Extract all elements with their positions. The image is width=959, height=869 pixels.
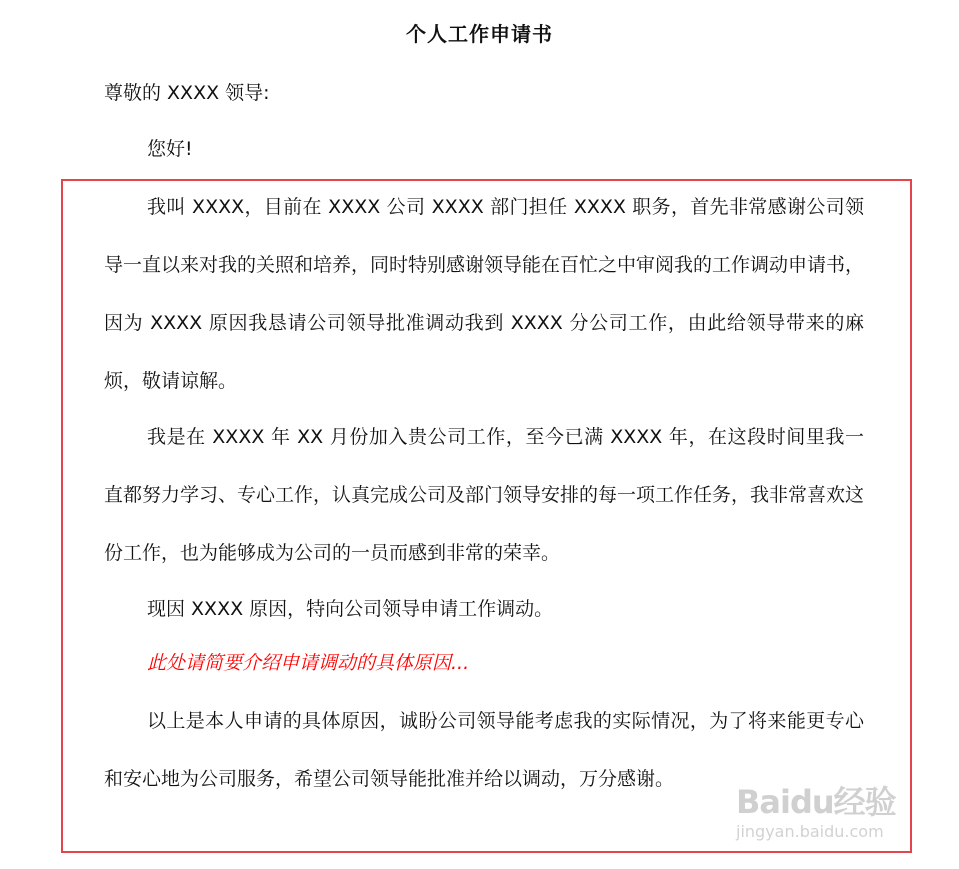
salutation: 尊敬的 XXXX 领导: — [104, 82, 270, 104]
paragraph-closing: 以上是本人申请的具体原因，诚盼公司领导能考虑我的实际情况，为了将来能更专心和安心地为公司服务，希望公司领导能批准并给以调动，万分感谢。 — [104, 710, 864, 790]
paragraph-request: 现因 XXXX 原因，特向公司领导申请工作调动。 — [147, 598, 554, 620]
paragraph-intro: 我叫 XXXX，目前在 XXXX 公司 XXXX 部门担任 XXXX 职务，首先非常感谢公司领导一直以来对我的关照和培养，同时特别感谢领导能在百忙之中审阅我的工作调动申请书，因为 XXXX 原因我恳请公司领导批准调动我到 XXXX 分公司工作，由此给领导带来的麻烦，敬请谅解。 — [104, 196, 865, 392]
greeting: 您好! — [147, 138, 193, 160]
reason-placeholder-note: 此处请简要介绍申请调动的具体原因... — [147, 652, 470, 674]
document-title: 个人工作申请书 — [406, 22, 553, 46]
watermark-url: jingyan.baidu.com — [736, 822, 884, 841]
paragraph-background: 我是在 XXXX 年 XX 月份加入贵公司工作，至今已满 XXXX 年，在这段时间里我一直都努力学习、专心工作，认真完成公司及部门领导安排的每一项工作任务，我非常喜欢这份工作，也为能够成为公司的一员而感到非常的荣幸。 — [104, 426, 865, 564]
watermark-brand: Baidu经验 — [736, 783, 896, 821]
